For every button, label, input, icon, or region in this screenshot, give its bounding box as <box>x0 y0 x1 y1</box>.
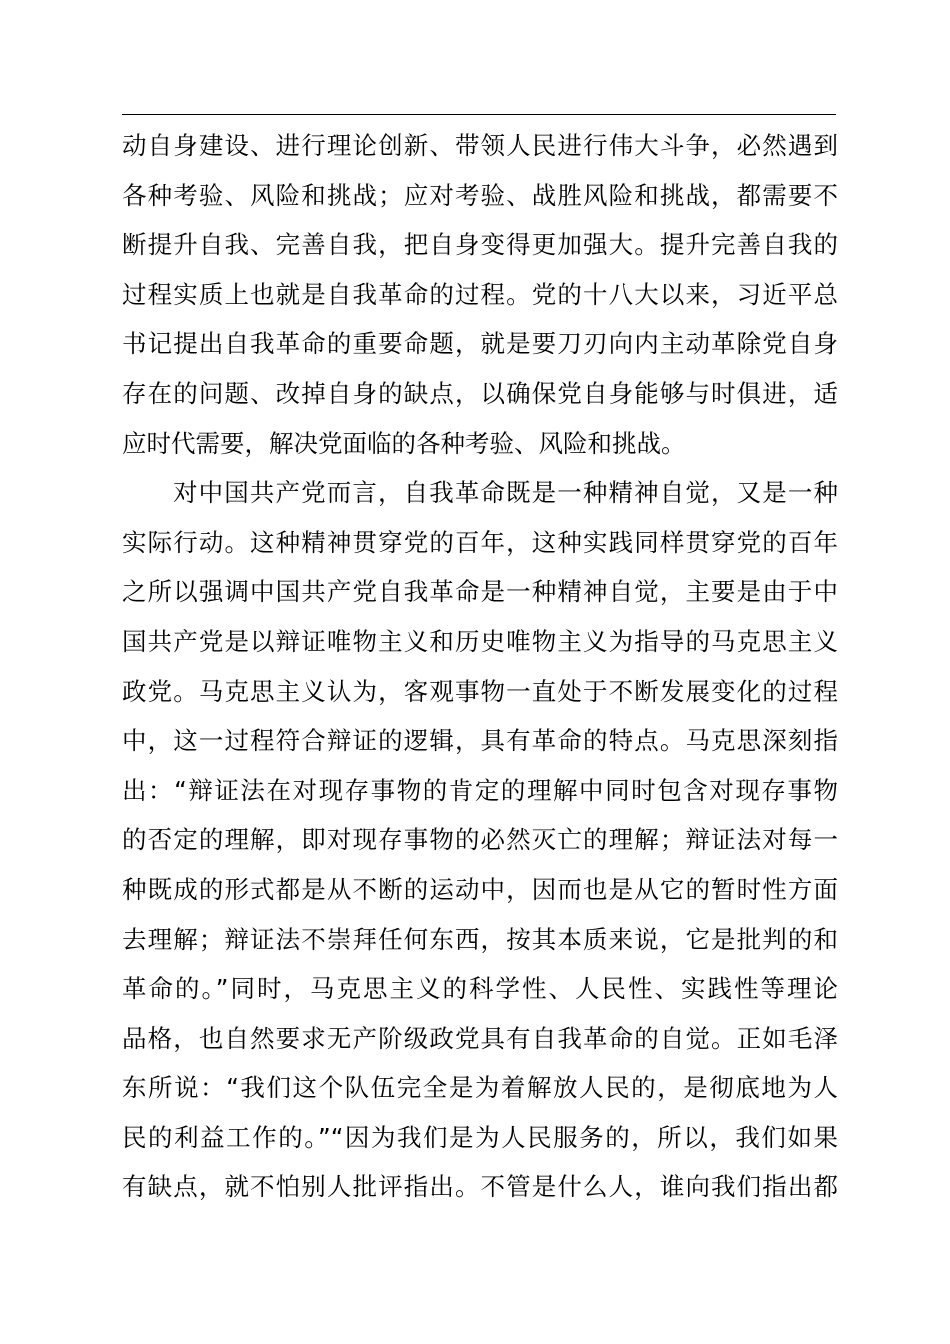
text-line: 政党。马克思主义认为，客观事物一直处于不断发展变化的过程 <box>122 676 838 706</box>
paragraph-1 <box>122 121 838 468</box>
text-line: 应时代需要，解决党面临的各种考验、风险和挑战。 <box>122 428 686 458</box>
body-text <box>122 121 838 1212</box>
text-line: 国共产党是以辩证唯物主义和历史唯物主义为指导的马克思主义 <box>122 626 838 656</box>
text-line: 民的利益工作的。”“因为我们是为人民服务的，所以，我们如果 <box>122 1122 838 1152</box>
header-rule <box>122 114 836 115</box>
text-line: 动自身建设、进行理论创新、带领人民进行伟大斗争，必然遇到 <box>122 131 838 160</box>
text-line: 书记提出自我革命的重要命题，就是要刀刃向内主动革除党自身 <box>122 329 838 359</box>
text-line: 存在的问题、改掉自身的缺点，以确保党自身能够与时俱进，适 <box>122 378 838 408</box>
text-line: 各种考验、风险和挑战；应对考验、战胜风险和挑战，都需要不 <box>122 180 838 210</box>
text-line: 种既成的形式都是从不断的运动中，因而也是从它的暂时性方面 <box>122 874 838 904</box>
text-line: 品格，也自然要求无产阶级政党具有自我革命的自觉。正如毛泽 <box>122 1023 838 1053</box>
text-line: 对中国共产党而言，自我革命既是一种精神自觉，又是一种 <box>173 478 838 508</box>
paragraph-2 <box>122 468 838 1212</box>
text-line: 去理解；辩证法不崇拜任何东西，按其本质来说，它是批判的和 <box>122 924 838 954</box>
text-line: 中，这一过程符合辩证的逻辑，具有革命的特点。马克思深刻指 <box>122 726 838 756</box>
text-line: 出：“辩证法在对现存事物的肯定的理解中同时包含对现存事物 <box>122 775 838 805</box>
text-line: 东所说：“我们这个队伍完全是为着解放人民的，是彻底地为人 <box>122 1073 838 1103</box>
text-line: 的否定的理解，即对现存事物的必然灭亡的理解；辩证法对每一 <box>122 825 838 855</box>
text-line: 实际行动。这种精神贯穿党的百年，这种实践同样贯穿党的百年 <box>122 527 838 557</box>
text-line: 革命的。”同时，马克思主义的科学性、人民性、实践性等理论 <box>122 974 838 1004</box>
text-line: 过程实质上也就是自我革命的过程。党的十八大以来，习近平总 <box>122 279 838 309</box>
text-line: 之所以强调中国共产党自我革命是一种精神自觉，主要是由于中 <box>122 577 838 607</box>
text-line: 断提升自我、完善自我，把自身变得更加强大。提升完善自我的 <box>122 230 838 260</box>
text-line: 有缺点，就不怕别人批评指出。不管是什么人，谁向我们指出都 <box>122 1172 838 1202</box>
